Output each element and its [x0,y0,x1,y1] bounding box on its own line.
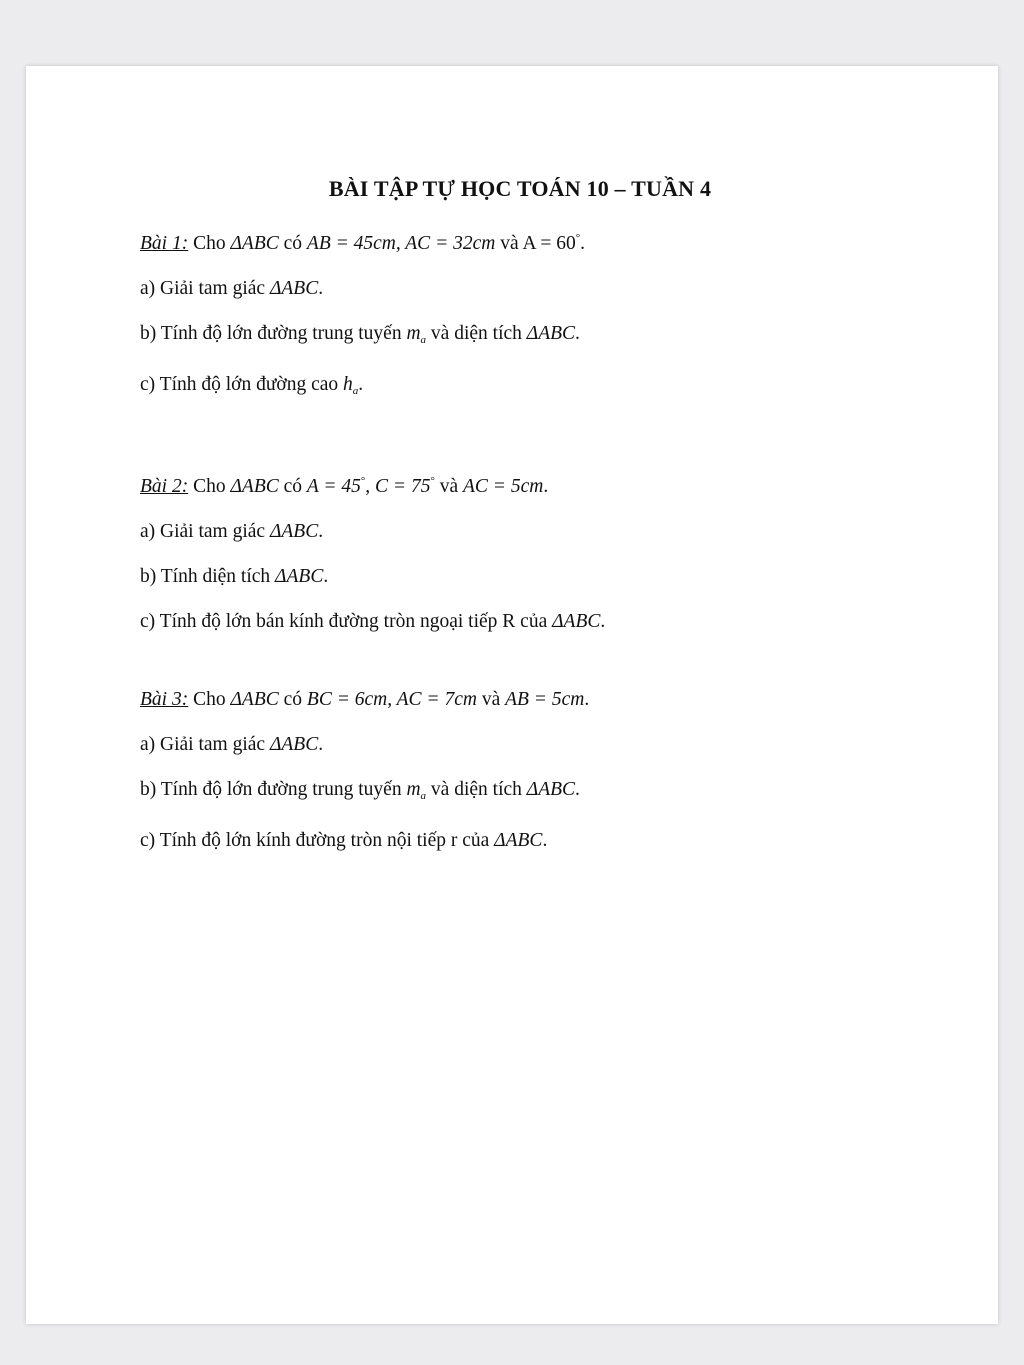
part-a-text: a) Giải tam giác [140,278,270,299]
period: . [318,278,324,299]
exercise-3-part-a [140,731,900,759]
text-co: có [278,689,307,710]
part-c-text: c) Tính độ lớn đường cao [140,374,344,395]
period: . [543,476,549,497]
exercise-1-part-b [140,320,900,354]
degree-symbol: ° [575,232,581,244]
part-b-text: b) Tính độ lớn đường trung tuyến [140,779,407,800]
exercise-2-prompt [140,467,900,501]
triangle-symbol: ΔABC [230,476,279,497]
part-b-text-2: và diện tích [426,323,527,344]
text-cho: Cho [188,689,231,710]
triangle-symbol: ΔABC [230,689,279,710]
part-b-text: b) Tính diện tích [140,566,276,587]
triangle-symbol: ΔABC [526,779,576,800]
exercise-1-part-c [140,371,900,405]
height-subscript: a [352,385,359,397]
given-sides: AB = 45cm, AC = 32cm [306,233,496,254]
given-angle: A = 60 [522,233,576,254]
period: . [575,779,580,800]
text-va: và [476,689,506,710]
exercise-2 [140,467,900,636]
given-side-ab: AB = 5cm [505,689,585,710]
exercise-1-label: Bài 1: [140,233,189,254]
height-symbol: h [343,374,353,395]
exercise-3-part-b [140,776,900,810]
triangle-symbol: ΔABC [269,278,319,299]
median-subscript: a [420,790,427,802]
exercise-1-prompt [140,224,900,258]
median-symbol: m [406,779,421,800]
document-title: BÀI TẬP TỰ HỌC TOÁN 10 – TUẦN 4 [328,176,712,201]
period: . [358,374,364,395]
degree-symbol: ° [360,475,366,487]
part-b-text: b) Tính độ lớn đường trung tuyến [140,323,407,344]
text-va: và [434,476,464,497]
text-va: và [495,233,523,254]
part-b-text-2: và diện tích [426,779,527,800]
period: . [318,521,324,542]
text-co: có [278,233,307,254]
document-content [140,176,900,899]
period: . [323,566,329,587]
exercise-2-label: Bài 2: [140,476,189,497]
period: . [542,830,548,851]
period: . [580,233,585,254]
text-cho: Cho [188,233,231,254]
part-c-text: c) Tính độ lớn bán kính đường tròn ngoại tiếp R của [140,611,553,632]
exercise-3-part-c [140,827,900,855]
period: . [318,734,324,755]
triangle-symbol: ΔABC [526,323,576,344]
comma: , [365,476,376,497]
exercise-3 [140,686,900,855]
document-page [26,66,998,1324]
triangle-symbol: ΔABC [275,566,324,587]
exercise-2-part-c [140,608,900,636]
exercise-3-label: Bài 3: [140,689,189,710]
exercise-3-prompt [140,686,900,714]
exercise-2-part-a [140,518,900,546]
period: . [600,611,606,632]
text-co: có [278,476,307,497]
given-side: AC = 5cm [463,476,544,497]
triangle-symbol: ΔABC [552,611,601,632]
period: . [584,689,590,710]
triangle-symbol: ΔABC [269,734,319,755]
given-angle-c: C = 75 [375,476,431,497]
exercise-1 [140,224,900,405]
exercise-2-part-b [140,563,900,591]
part-c-text: c) Tính độ lớn kính đường tròn nội tiếp r của [140,830,495,851]
degree-symbol: ° [430,475,435,487]
exercise-1-part-a [140,275,900,303]
median-subscript: a [420,334,427,346]
given-angle-a: A = 45 [306,476,361,497]
triangle-symbol: ΔABC [269,521,319,542]
text-cho: Cho [188,476,231,497]
given-sides: BC = 6cm, AC = 7cm [306,689,477,710]
median-symbol: m [406,323,421,344]
triangle-symbol: ΔABC [230,233,279,254]
triangle-symbol: ΔABC [494,830,543,851]
period: . [575,323,580,344]
part-a-text: a) Giải tam giác [140,521,270,542]
part-a-text: a) Giải tam giác [140,734,270,755]
